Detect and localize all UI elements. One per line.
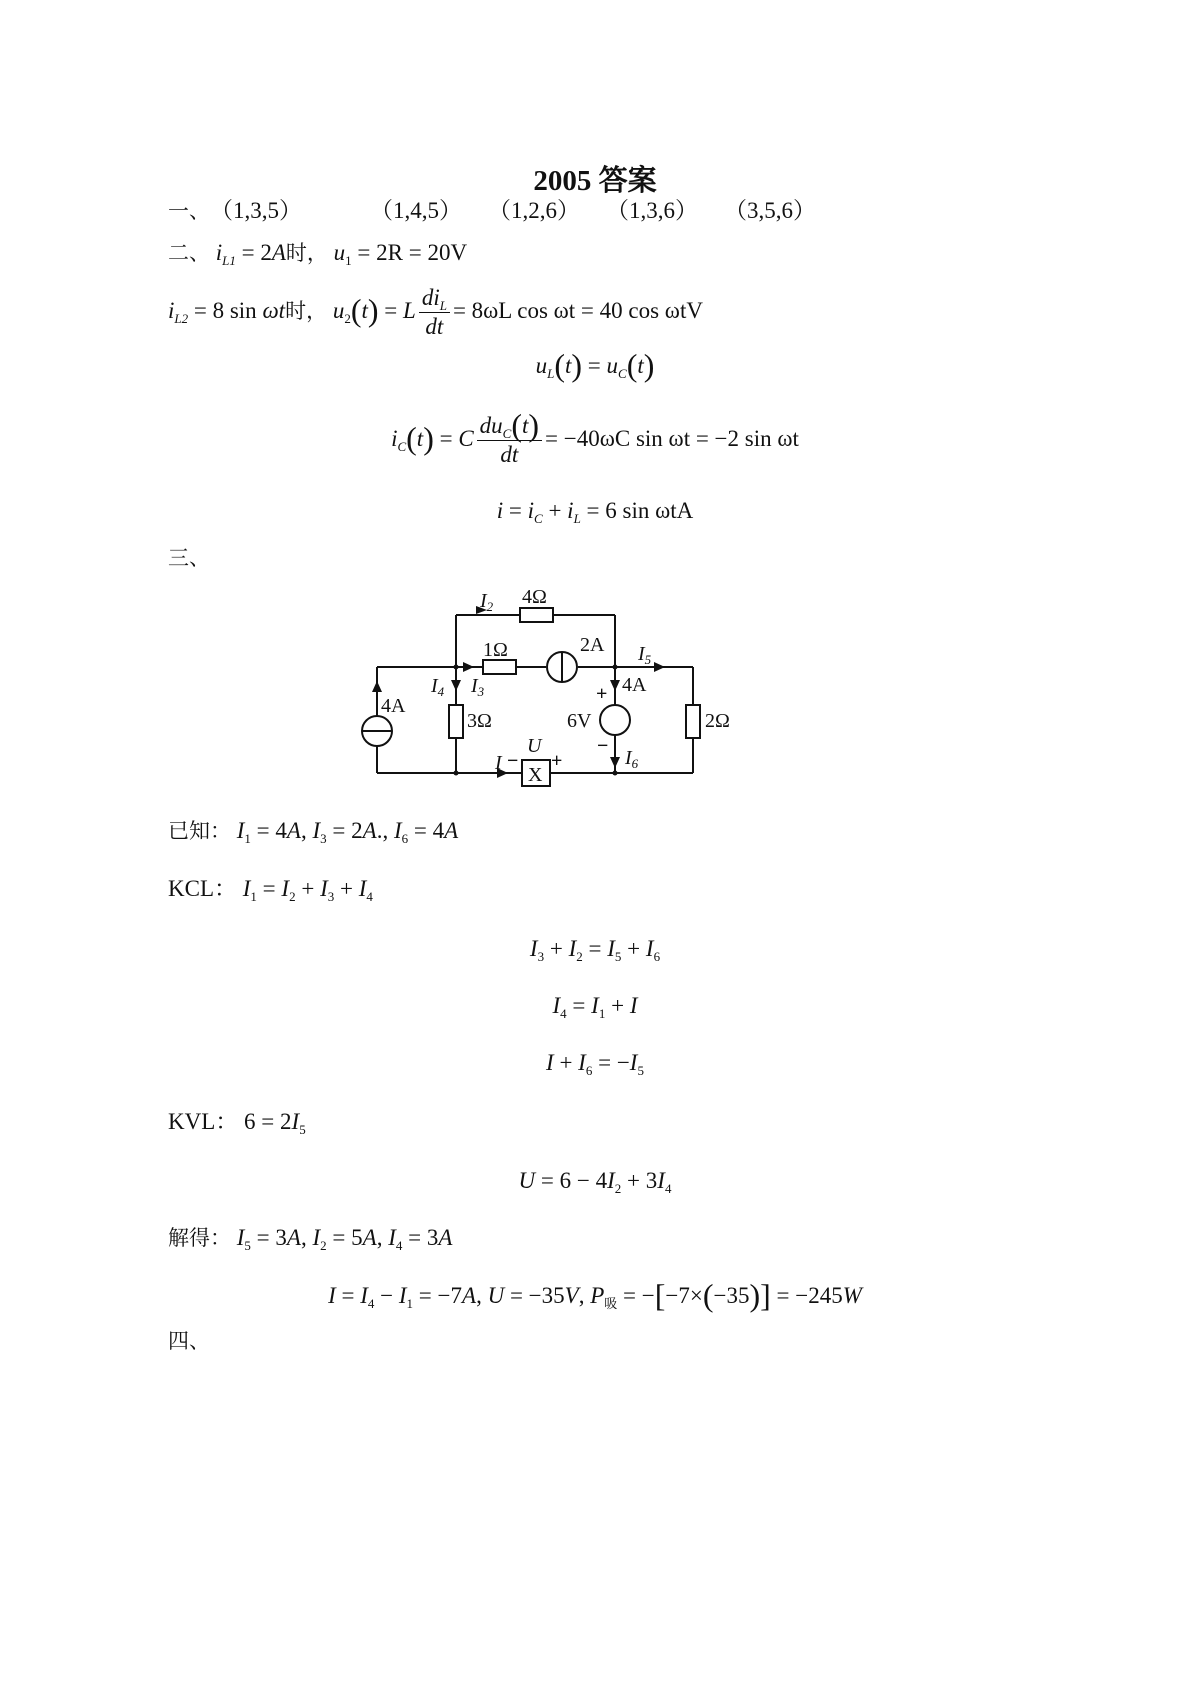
label-r1: 1Ω (483, 639, 508, 661)
label-4A-branch: 4A (622, 674, 647, 696)
section-3-label: 三、 (168, 546, 210, 570)
label-X: X (528, 764, 543, 786)
arrow-I4 (451, 680, 461, 691)
label-cs2: 2A (580, 634, 605, 656)
fraction-diL-dt: $\frac{di_L}{dt}$ (419, 284, 450, 341)
label-minus-6v: − (597, 735, 609, 757)
kvl-eq2: $U = 6 - 4I_2 + 3I_4$ (518, 1168, 672, 1196)
circuit-diagram (350, 578, 730, 793)
arrow-source-4A (372, 681, 382, 692)
label-v6: 6V (567, 710, 592, 732)
label-I: I (495, 752, 502, 774)
section-2-eq1: 二、 $i_{L1} = 2A$时， $u_1 = 2R = 20V$ (168, 240, 468, 268)
shi-text-2: 时， (285, 298, 328, 323)
section-4-label: 四、 (168, 1329, 210, 1353)
section-2-eq3: $u_L(t) = u_C(t)$ (535, 347, 655, 383)
final-eq: $I = I_4 - I_1 = -7A$, U = −35V, $P_吸 = -[-7\times(-35)] = -245W$ (328, 1277, 862, 1313)
eq2-rhs: = 8ωL cos ωt = 40 cos ωtV (452, 297, 703, 323)
known-line: 已知： $I_1 = 4A$, $I_3 = 2A$., $I_6 = 4A$ (168, 818, 459, 846)
label-r2: 2Ω (705, 710, 730, 732)
label-plus-x: + (551, 750, 563, 772)
label-I3: $I_3$ (471, 675, 485, 699)
section-2-label: 二、 (168, 241, 210, 265)
eq4-rhs: = −40ωC sin ωt = −2 sin ωt (545, 425, 799, 451)
label-r3: 3Ω (467, 710, 492, 732)
fraction-duC-dt: $\frac{du_C(t)}{dt}$ (477, 412, 542, 469)
label-minus-x: − (507, 750, 519, 772)
eq5-rhs: = 6 sin ωtA (586, 498, 694, 523)
page-title: 2005 答案 (533, 165, 657, 197)
section-1 (168, 195, 816, 227)
section-2-eq2: $i_{L2} = 8$ sin ωt时， $u_2(t) = L$ $\frac{di_L}{dt}$ = 8ωL cos ωt = 40 cos ωtV (168, 285, 703, 339)
kcl-line: KCL： $I_1 = I_2 + I_3 + I_4$ (168, 876, 373, 904)
option-1: （1,3,5） (210, 198, 302, 223)
arrow-I5 (654, 662, 665, 672)
section-2-eq4: $i_C(t) = C$ $\frac{du_C(t)}{dt}$ = −40ωC sin ωt = −2 sin ωt (391, 407, 799, 467)
label-plus-6v: + (596, 683, 608, 705)
label-4A-source: 4A (381, 695, 406, 717)
resistor-2ohm (686, 705, 700, 738)
label-U: U (527, 735, 542, 757)
resistor-4ohm (520, 608, 553, 622)
label-I5: $I_5$ (638, 643, 652, 667)
kcl-eq2: $I_3 + I_2 = I_5 + I_6$ (529, 936, 661, 964)
kvl-line: KVL： $6 = 2I_5$ (168, 1109, 306, 1137)
solve-line: 解得： $I_5 = 3A$, $I_2 = 5A$, $I_4 = 3A$ (168, 1225, 453, 1253)
section-1-label: 一、 (168, 199, 210, 223)
label-r4: 4Ω (522, 586, 547, 608)
arrow-I3 (463, 662, 474, 672)
kcl-eq3: $I_4 = I_1 + I$ (552, 993, 638, 1021)
option-3: （1,2,6） (488, 198, 580, 223)
option-2: （1,4,5） (370, 198, 462, 223)
arrow-4A-down (610, 680, 620, 691)
label-I6: $I_6$ (625, 747, 639, 771)
eq1-rhs: = 2R = 20V (357, 240, 468, 265)
option-5: （3,5,6） (724, 198, 816, 223)
label-I4: $I_4$ (431, 675, 445, 699)
shi-text: 时， (285, 241, 328, 265)
label-I2: $I_2$ (480, 590, 494, 614)
resistor-1ohm (483, 660, 516, 674)
kcl-eq4: $I + I_6 = -I_5$ (546, 1050, 644, 1078)
resistor-3ohm (449, 705, 463, 738)
arrow-I6 (610, 757, 620, 768)
voltage-source-6V (600, 705, 630, 735)
section-2-eq5: $i = i_C + i_L = 6$ sin ωtA (496, 498, 694, 526)
option-4: （1,3,6） (606, 198, 698, 223)
